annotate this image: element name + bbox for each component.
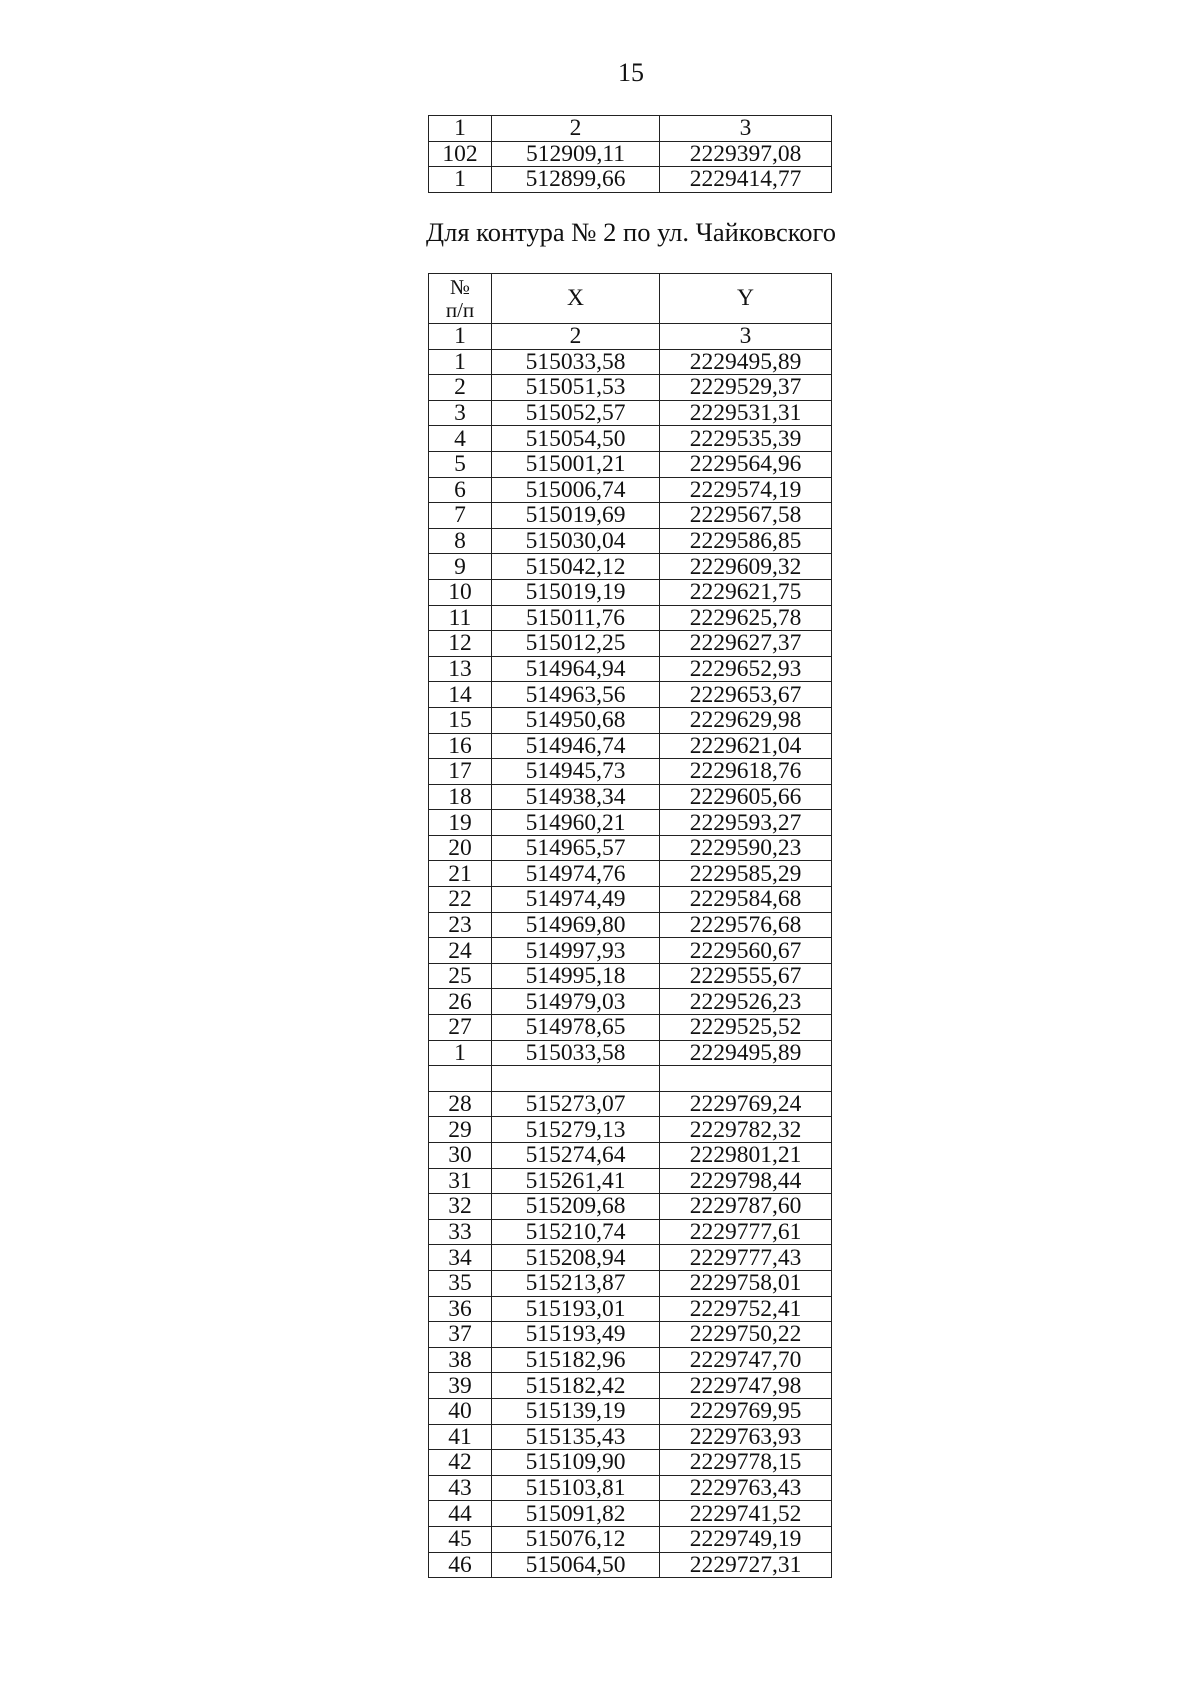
y-coordinate-cell xyxy=(660,1066,832,1092)
y-coordinate-cell: 2229535,39 xyxy=(660,426,832,452)
y-coordinate-cell: 2229621,75 xyxy=(660,579,832,605)
x-coordinate-cell: 514938,34 xyxy=(492,784,660,810)
point-number-cell: 36 xyxy=(429,1296,492,1322)
table-row xyxy=(429,1168,832,1194)
point-number-cell: 5 xyxy=(429,451,492,477)
point-number-cell: 44 xyxy=(429,1501,492,1527)
table-row xyxy=(429,733,832,759)
table-row xyxy=(429,1194,832,1220)
x-coordinate-cell: 514979,03 xyxy=(492,989,660,1015)
y-coordinate-cell: 2229787,60 xyxy=(660,1194,832,1220)
x-coordinate-cell: 514978,65 xyxy=(492,1015,660,1041)
x-coordinate-cell: 514995,18 xyxy=(492,963,660,989)
x-coordinate-cell: 514965,57 xyxy=(492,835,660,861)
point-number-cell: 17 xyxy=(429,759,492,785)
y-coordinate-cell: 2229495,89 xyxy=(660,1040,832,1066)
y-coordinate-cell: 2229574,19 xyxy=(660,477,832,503)
x-coordinate-cell: 515006,74 xyxy=(492,477,660,503)
point-number-cell: 31 xyxy=(429,1168,492,1194)
point-number-cell: 29 xyxy=(429,1117,492,1143)
table-row xyxy=(429,656,832,682)
table-row xyxy=(429,579,832,605)
x-coordinate-cell: 514974,49 xyxy=(492,887,660,913)
header-x: X xyxy=(492,274,660,324)
table-row xyxy=(429,1526,832,1552)
y-coordinate-cell: 2229585,29 xyxy=(660,861,832,887)
y-coordinate-cell: 2229525,52 xyxy=(660,1015,832,1041)
point-number-cell: 8 xyxy=(429,528,492,554)
y-coordinate-cell: 2229653,67 xyxy=(660,682,832,708)
table-row xyxy=(429,167,832,193)
point-number-cell: 37 xyxy=(429,1322,492,1348)
main-table-body xyxy=(429,324,832,1578)
x-coordinate-cell: 2 xyxy=(492,116,660,142)
point-number-cell: 39 xyxy=(429,1373,492,1399)
y-coordinate-cell: 2229798,44 xyxy=(660,1168,832,1194)
page-number: 15 xyxy=(618,58,644,87)
contour-2-coordinates-table xyxy=(428,273,832,1578)
x-coordinate-cell: 2 xyxy=(492,324,660,350)
x-coordinate-cell: 515042,12 xyxy=(492,554,660,580)
table-row xyxy=(429,1552,832,1578)
x-coordinate-cell: 515019,69 xyxy=(492,503,660,529)
point-number-cell: 1 xyxy=(429,1040,492,1066)
x-coordinate-cell: 515261,41 xyxy=(492,1168,660,1194)
table-row xyxy=(429,963,832,989)
table-row xyxy=(429,631,832,657)
table-row xyxy=(429,400,832,426)
point-number-cell: 102 xyxy=(429,141,492,167)
point-number-cell: 32 xyxy=(429,1194,492,1220)
x-coordinate-cell: 515051,53 xyxy=(492,375,660,401)
x-coordinate-cell: 515208,94 xyxy=(492,1245,660,1271)
table-header-row xyxy=(429,274,832,324)
point-number-cell: 40 xyxy=(429,1398,492,1424)
point-number-cell: 28 xyxy=(429,1091,492,1117)
x-coordinate-cell: 515033,58 xyxy=(492,349,660,375)
x-coordinate-cell: 512909,11 xyxy=(492,141,660,167)
table-row xyxy=(429,1091,832,1117)
table-row xyxy=(429,887,832,913)
point-number-cell: 13 xyxy=(429,656,492,682)
point-number-cell: 42 xyxy=(429,1450,492,1476)
y-coordinate-cell: 2229593,27 xyxy=(660,810,832,836)
table-row xyxy=(429,835,832,861)
point-number-cell: 43 xyxy=(429,1475,492,1501)
y-coordinate-cell: 2229769,95 xyxy=(660,1398,832,1424)
point-number-cell: 26 xyxy=(429,989,492,1015)
point-number-cell: 41 xyxy=(429,1424,492,1450)
continuation-coordinates-table xyxy=(428,115,832,193)
table-row xyxy=(429,1424,832,1450)
continuation-table-body xyxy=(429,116,832,193)
x-coordinate-cell: 515052,57 xyxy=(492,400,660,426)
table-row xyxy=(429,759,832,785)
point-number-cell: 33 xyxy=(429,1219,492,1245)
table-row xyxy=(429,1015,832,1041)
table-row xyxy=(429,810,832,836)
y-coordinate-cell: 2229397,08 xyxy=(660,141,832,167)
x-coordinate-cell: 515213,87 xyxy=(492,1270,660,1296)
x-coordinate-cell: 515030,04 xyxy=(492,528,660,554)
y-coordinate-cell: 2229727,31 xyxy=(660,1552,832,1578)
point-number-cell: 12 xyxy=(429,631,492,657)
y-coordinate-cell: 2229584,68 xyxy=(660,887,832,913)
y-coordinate-cell: 2229777,61 xyxy=(660,1219,832,1245)
x-coordinate-cell: 514960,21 xyxy=(492,810,660,836)
y-coordinate-cell: 2229763,93 xyxy=(660,1424,832,1450)
y-coordinate-cell: 2229747,98 xyxy=(660,1373,832,1399)
x-coordinate-cell: 514963,56 xyxy=(492,682,660,708)
table-row xyxy=(429,116,832,142)
x-coordinate-cell: 514964,94 xyxy=(492,656,660,682)
table-row xyxy=(429,784,832,810)
x-coordinate-cell: 515054,50 xyxy=(492,426,660,452)
table-row xyxy=(429,451,832,477)
y-coordinate-cell: 2229586,85 xyxy=(660,528,832,554)
y-coordinate-cell: 2229531,31 xyxy=(660,400,832,426)
point-number-cell: 34 xyxy=(429,1245,492,1271)
x-coordinate-cell: 515011,76 xyxy=(492,605,660,631)
y-coordinate-cell: 2229590,23 xyxy=(660,835,832,861)
y-coordinate-cell: 2229576,68 xyxy=(660,912,832,938)
x-coordinate-cell: 515135,43 xyxy=(492,1424,660,1450)
table-row xyxy=(429,1143,832,1169)
y-coordinate-cell: 2229749,19 xyxy=(660,1526,832,1552)
table-row xyxy=(429,375,832,401)
table-row xyxy=(429,554,832,580)
point-number-cell: 25 xyxy=(429,963,492,989)
x-coordinate-cell: 515273,07 xyxy=(492,1091,660,1117)
table-row xyxy=(429,503,832,529)
y-coordinate-cell: 2229769,24 xyxy=(660,1091,832,1117)
x-coordinate-cell xyxy=(492,1066,660,1092)
table-row xyxy=(429,938,832,964)
header-point-number xyxy=(429,274,492,324)
x-coordinate-cell: 515209,68 xyxy=(492,1194,660,1220)
point-number-cell: 20 xyxy=(429,835,492,861)
y-coordinate-cell: 2229763,43 xyxy=(660,1475,832,1501)
x-coordinate-cell: 515033,58 xyxy=(492,1040,660,1066)
table-row xyxy=(429,1296,832,1322)
point-number-cell: 10 xyxy=(429,579,492,605)
header-number-abbr: п/п xyxy=(445,297,475,322)
point-number-cell: 1 xyxy=(429,324,492,350)
x-coordinate-cell: 515012,25 xyxy=(492,631,660,657)
point-number-cell: 35 xyxy=(429,1270,492,1296)
point-number-cell: 1 xyxy=(429,116,492,142)
table-row xyxy=(429,1245,832,1271)
x-coordinate-cell: 514969,80 xyxy=(492,912,660,938)
y-coordinate-cell: 2229526,23 xyxy=(660,989,832,1015)
y-coordinate-cell: 2229529,37 xyxy=(660,375,832,401)
y-coordinate-cell: 2229627,37 xyxy=(660,631,832,657)
y-coordinate-cell: 2229605,66 xyxy=(660,784,832,810)
x-coordinate-cell: 515091,82 xyxy=(492,1501,660,1527)
point-number-cell: 4 xyxy=(429,426,492,452)
point-number-cell: 30 xyxy=(429,1143,492,1169)
point-number-cell: 27 xyxy=(429,1015,492,1041)
contour-caption: Для контура № 2 по ул. Чайковского xyxy=(426,217,836,247)
x-coordinate-cell: 515064,50 xyxy=(492,1552,660,1578)
y-coordinate-cell: 2229747,70 xyxy=(660,1347,832,1373)
header-y: Y xyxy=(660,274,832,324)
point-number-cell: 38 xyxy=(429,1347,492,1373)
table-row xyxy=(429,1501,832,1527)
x-coordinate-cell: 514974,76 xyxy=(492,861,660,887)
table-row xyxy=(429,324,832,350)
table-row xyxy=(429,477,832,503)
table-row xyxy=(429,707,832,733)
y-coordinate-cell: 2229801,21 xyxy=(660,1143,832,1169)
point-number-cell: 24 xyxy=(429,938,492,964)
table-row xyxy=(429,1475,832,1501)
table-row xyxy=(429,1322,832,1348)
table-row xyxy=(429,1373,832,1399)
table-row xyxy=(429,861,832,887)
y-coordinate-cell: 2229741,52 xyxy=(660,1501,832,1527)
point-number-cell: 1 xyxy=(429,349,492,375)
y-coordinate-cell: 2229621,04 xyxy=(660,733,832,759)
x-coordinate-cell: 514997,93 xyxy=(492,938,660,964)
y-coordinate-cell: 2229782,32 xyxy=(660,1117,832,1143)
y-coordinate-cell: 2229652,93 xyxy=(660,656,832,682)
y-coordinate-cell: 2229752,41 xyxy=(660,1296,832,1322)
table-row xyxy=(429,1347,832,1373)
y-coordinate-cell: 2229750,22 xyxy=(660,1322,832,1348)
point-number-cell: 11 xyxy=(429,605,492,631)
y-coordinate-cell: 2229618,76 xyxy=(660,759,832,785)
table-row xyxy=(429,989,832,1015)
y-coordinate-cell: 2229560,67 xyxy=(660,938,832,964)
point-number-cell: 23 xyxy=(429,912,492,938)
table-row xyxy=(429,1066,832,1092)
point-number-cell: 2 xyxy=(429,375,492,401)
y-coordinate-cell: 2229567,58 xyxy=(660,503,832,529)
table-row xyxy=(429,1117,832,1143)
x-coordinate-cell: 515182,42 xyxy=(492,1373,660,1399)
y-coordinate-cell: 2229414,77 xyxy=(660,167,832,193)
x-coordinate-cell: 515019,19 xyxy=(492,579,660,605)
x-coordinate-cell: 515076,12 xyxy=(492,1526,660,1552)
point-number-cell: 18 xyxy=(429,784,492,810)
point-number-cell: 21 xyxy=(429,861,492,887)
y-coordinate-cell: 2229778,15 xyxy=(660,1450,832,1476)
y-coordinate-cell: 2229625,78 xyxy=(660,605,832,631)
x-coordinate-cell: 515139,19 xyxy=(492,1398,660,1424)
table-row xyxy=(429,1450,832,1476)
table-row xyxy=(429,682,832,708)
x-coordinate-cell: 515274,64 xyxy=(492,1143,660,1169)
point-number-cell: 15 xyxy=(429,707,492,733)
y-coordinate-cell: 2229555,67 xyxy=(660,963,832,989)
x-coordinate-cell: 515109,90 xyxy=(492,1450,660,1476)
x-coordinate-cell: 514946,74 xyxy=(492,733,660,759)
y-coordinate-cell: 2229564,96 xyxy=(660,451,832,477)
x-coordinate-cell: 515210,74 xyxy=(492,1219,660,1245)
table-row xyxy=(429,528,832,554)
point-number-cell: 45 xyxy=(429,1526,492,1552)
y-coordinate-cell: 2229495,89 xyxy=(660,349,832,375)
table-row xyxy=(429,1040,832,1066)
header-number-sign: № xyxy=(449,274,471,299)
point-number-cell: 1 xyxy=(429,167,492,193)
x-coordinate-cell: 515001,21 xyxy=(492,451,660,477)
x-coordinate-cell: 512899,66 xyxy=(492,167,660,193)
table-row xyxy=(429,1219,832,1245)
point-number-cell: 19 xyxy=(429,810,492,836)
table-row xyxy=(429,1398,832,1424)
y-coordinate-cell: 3 xyxy=(660,324,832,350)
table-row xyxy=(429,605,832,631)
point-number-cell: 14 xyxy=(429,682,492,708)
table-row xyxy=(429,426,832,452)
point-number-cell xyxy=(429,1066,492,1092)
y-coordinate-cell: 2229609,32 xyxy=(660,554,832,580)
y-coordinate-cell: 3 xyxy=(660,116,832,142)
table-row xyxy=(429,141,832,167)
point-number-cell: 6 xyxy=(429,477,492,503)
x-coordinate-cell: 514945,73 xyxy=(492,759,660,785)
x-coordinate-cell: 515182,96 xyxy=(492,1347,660,1373)
point-number-cell: 16 xyxy=(429,733,492,759)
point-number-cell: 9 xyxy=(429,554,492,580)
y-coordinate-cell: 2229629,98 xyxy=(660,707,832,733)
y-coordinate-cell: 2229777,43 xyxy=(660,1245,832,1271)
x-coordinate-cell: 515279,13 xyxy=(492,1117,660,1143)
x-coordinate-cell: 515193,01 xyxy=(492,1296,660,1322)
y-coordinate-cell: 2229758,01 xyxy=(660,1270,832,1296)
point-number-cell: 46 xyxy=(429,1552,492,1578)
x-coordinate-cell: 514950,68 xyxy=(492,707,660,733)
table-row xyxy=(429,912,832,938)
table-row xyxy=(429,349,832,375)
x-coordinate-cell: 515193,49 xyxy=(492,1322,660,1348)
point-number-cell: 3 xyxy=(429,400,492,426)
table-row xyxy=(429,1270,832,1296)
x-coordinate-cell: 515103,81 xyxy=(492,1475,660,1501)
point-number-cell: 7 xyxy=(429,503,492,529)
point-number-cell: 22 xyxy=(429,887,492,913)
